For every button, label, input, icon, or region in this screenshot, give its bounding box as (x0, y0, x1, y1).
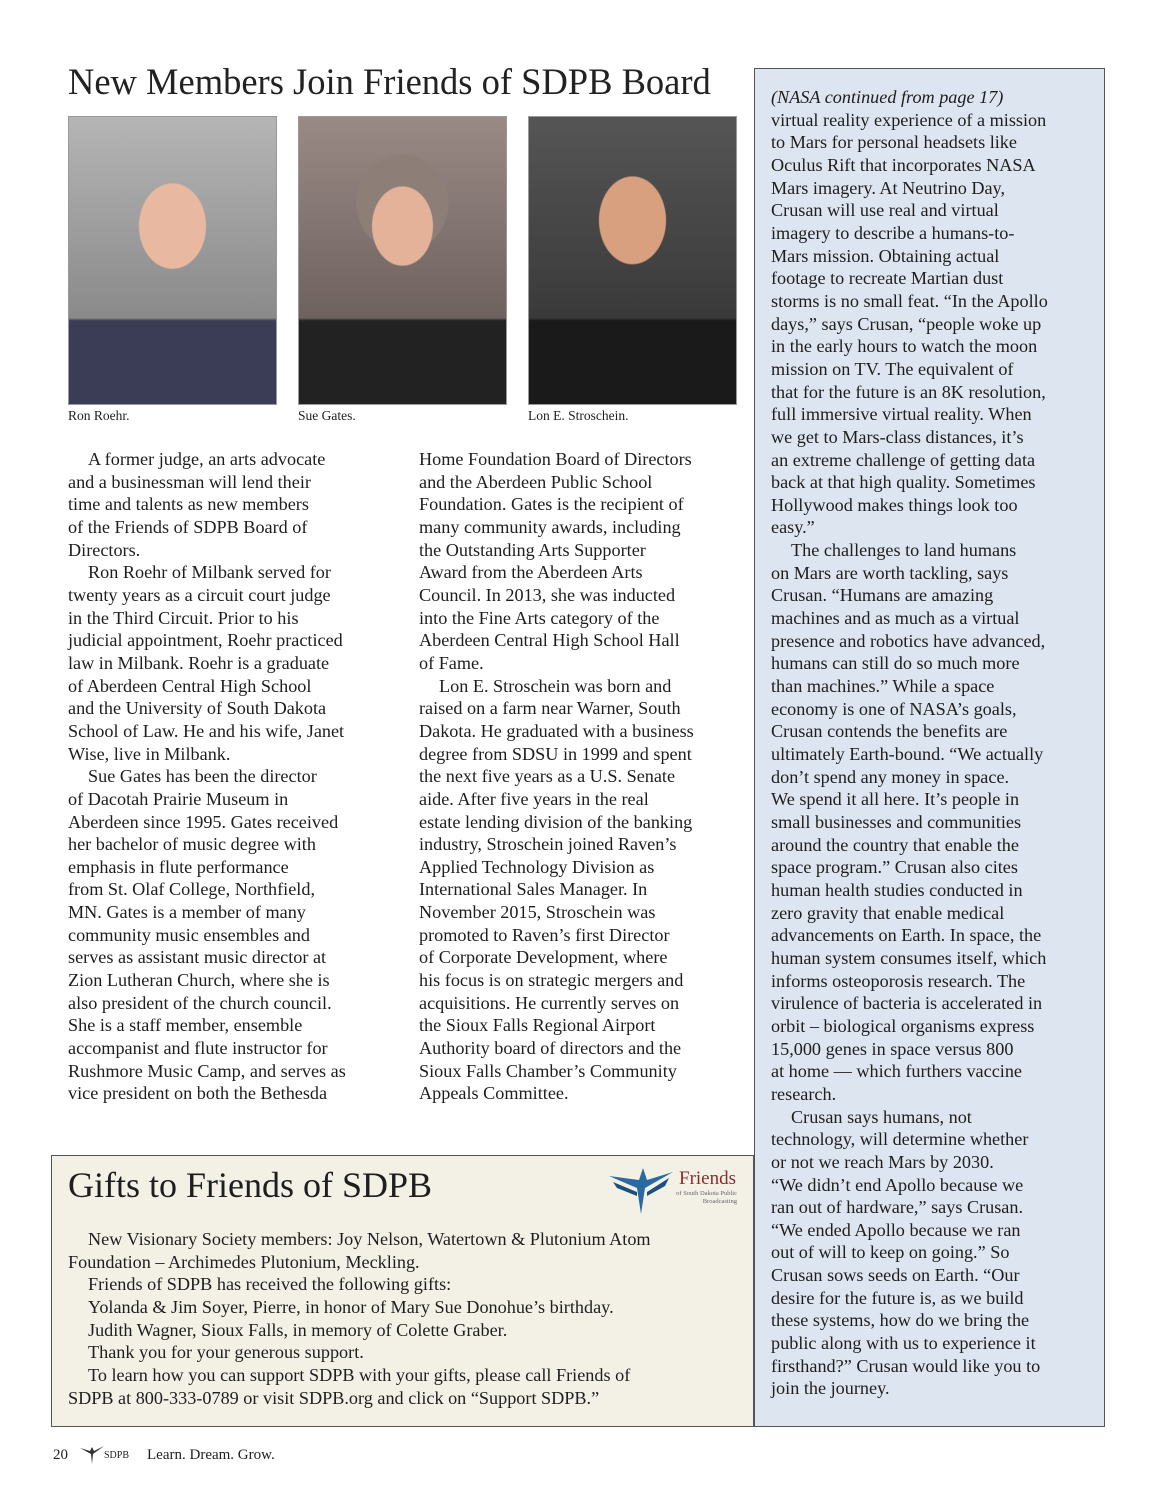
photo-caption: Sue Gates. (298, 408, 356, 423)
text-line: orbit – biological organisms express (771, 1015, 1035, 1036)
text-line: Friends of SDPB has received the following gifts: (88, 1274, 452, 1295)
text-line: aide. After five years in the real (419, 788, 649, 809)
text-line: Oculus Rift that incorporates NASA (771, 154, 1036, 175)
text-line: time and talents as new members (68, 494, 309, 515)
footer-tagline: Learn. Dream. Grow. (147, 1446, 275, 1463)
photo-sue-gates (298, 116, 507, 405)
text-line: (NASA continued from page 17) (771, 87, 1004, 107)
friends-logo (607, 1166, 742, 1214)
text-line: The challenges to land humans (791, 540, 1017, 561)
text-line: November 2015, Stroschein was (419, 902, 656, 923)
text-line: footage to recreate Martian dust (771, 268, 1004, 289)
text-line: Home Foundation Board of Directors (419, 449, 692, 469)
text-line: Crusan contends the benefits are (771, 721, 1008, 742)
photo-caption: Ron Roehr. (68, 408, 130, 423)
text-line: Aberdeen Central High School Hall (419, 630, 680, 651)
text-line: these systems, how do we bring the (771, 1310, 1030, 1331)
text-line: ultimately Earth-bound. “We actually (771, 744, 1044, 765)
text-line: Zion Lutheran Church, where she is (68, 970, 330, 991)
text-line: and the Aberdeen Public School (419, 471, 653, 492)
text-line: vice president on both the Bethesda (68, 1083, 328, 1104)
text-line: also president of the church council. (68, 992, 332, 1013)
text-line: raised on a farm near Warner, South (419, 698, 681, 719)
text-line: technology, will determine whether (771, 1129, 1029, 1150)
text-line: Crusan says humans, not (791, 1106, 972, 1127)
text-line: into the Fine Arts category of the (419, 607, 660, 628)
text-line: degree from SDSU in 1999 and spent (419, 743, 692, 764)
text-line: imagery to describe a humans-to- (771, 222, 1015, 243)
text-line: 15,000 genes in space versus 800 (771, 1038, 1014, 1059)
eagle-icon (607, 1166, 677, 1214)
text-line: and the University of South Dakota (68, 698, 327, 719)
text-line: at home — which furthers vaccine (771, 1061, 1022, 1082)
text-line: from St. Olaf College, Northfield, (68, 879, 315, 900)
left-column-text (68, 448, 388, 1105)
text-line: informs osteoporosis research. The (771, 970, 1026, 991)
text-line: her bachelor of music degree with (68, 834, 316, 855)
text-line: industry, Stroschein joined Raven’s (419, 834, 677, 855)
text-line: public along with us to experience it (771, 1333, 1036, 1354)
text-line: law in Milbank. Roehr is a graduate (68, 652, 330, 673)
text-line: the Outstanding Arts Supporter (419, 539, 646, 560)
text-line: or not we reach Mars by 2030. (771, 1151, 994, 1172)
nasa-sidebar (754, 68, 1105, 1427)
text-line: join the journey. (771, 1378, 890, 1399)
text-line: Wise, live in Milbank. (68, 743, 231, 764)
photo-lon-stroschein (528, 116, 737, 405)
text-line: Ron Roehr of Milbank served for (88, 562, 331, 583)
text-line: Mars mission. Obtaining actual (771, 245, 1000, 266)
text-line: of Aberdeen Central High School (68, 675, 312, 696)
text-line: Council. In 2013, she was inducted (419, 584, 676, 605)
middle-column-text (419, 448, 739, 1105)
text-line: storms is no small feat. “In the Apollo (771, 290, 1048, 311)
text-line: human health studies conducted in (771, 879, 1023, 900)
text-line: Dakota. He graduated with a business (419, 720, 694, 741)
text-line: advancements on Earth. In space, the (771, 925, 1042, 946)
text-line: economy is one of NASA’s goals, (771, 698, 1017, 719)
text-line: virulence of bacteria is accelerated in (771, 993, 1043, 1014)
text-line: his focus is on strategic mergers and (419, 970, 684, 991)
text-line: of Dacotah Prairie Museum in (68, 788, 289, 809)
text-line: Lon E. Stroschein was born and (439, 675, 672, 696)
text-line: “We didn’t end Apollo because we (771, 1174, 1024, 1195)
text-line: community music ensembles and (68, 924, 310, 945)
page-number: 20 (53, 1446, 68, 1463)
text-line: New Visionary Society members: Joy Nelson, Watertown & Plutonium Atom (88, 1229, 651, 1249)
text-line: to Mars for personal headsets like (771, 132, 1017, 153)
text-line: Rushmore Music Camp, and serves as (68, 1060, 346, 1081)
text-line: zero gravity that enable medical (771, 902, 1005, 923)
text-line: She is a staff member, ensemble (68, 1015, 303, 1036)
text-line: accompanist and flute instructor for (68, 1038, 328, 1059)
text-line: days,” says Crusan, “people woke up (771, 313, 1042, 334)
sdpb-eagle-icon (80, 1446, 104, 1464)
gifts-box (51, 1155, 754, 1427)
text-line: out of will to keep on going.” So (771, 1242, 1010, 1263)
photo-caption: Lon E. Stroschein. (528, 408, 629, 423)
gifts-title: Gifts to Friends of SDPB (68, 1165, 433, 1205)
text-line: in the early hours to watch the moon (771, 336, 1038, 357)
text-line: serves as assistant music director at (68, 947, 327, 968)
text-line: Directors. (68, 539, 141, 560)
page-footer (53, 1446, 275, 1464)
text-line: We spend it all here. It’s people in (771, 789, 1020, 810)
text-line: of Fame. (419, 652, 484, 673)
text-line: space program.” Crusan also cites (771, 857, 1018, 878)
text-line: Judith Wagner, Sioux Falls, in memory of Colette Graber. (88, 1319, 508, 1340)
text-line: many community awards, including (419, 516, 681, 537)
text-line: of the Friends of SDPB Board of (68, 516, 308, 537)
text-line: and a businessman will lend their (68, 471, 311, 492)
text-line: full immersive virtual reality. When (771, 404, 1032, 425)
text-line: Foundation – Archimedes Plutonium, Meckling. (68, 1251, 420, 1272)
text-line: MN. Gates is a member of many (68, 902, 306, 923)
text-line: Aberdeen since 1995. Gates received (68, 811, 339, 832)
text-line: we get to Mars-class distances, it’s (771, 426, 1024, 447)
photo-ron-roehr (68, 116, 277, 405)
text-line: emphasis in flute performance (68, 856, 289, 877)
text-line: don’t spend any money in space. (771, 766, 1010, 787)
text-line: Hollywood makes things look too (771, 494, 1018, 515)
text-line: acquisitions. He currently serves on (419, 992, 680, 1013)
text-line: the next five years as a U.S. Senate (419, 766, 676, 787)
text-line: Foundation. Gates is the recipient of (419, 494, 684, 515)
text-line: that for the future is an 8K resolution, (771, 381, 1046, 402)
text-line: Sioux Falls Chamber’s Community (419, 1060, 677, 1081)
text-line: mission on TV. The equivalent of (771, 358, 1014, 379)
text-line: A former judge, an arts advocate (88, 449, 326, 469)
text-line: presence and robotics have advanced, (771, 630, 1046, 651)
text-line: of Corporate Development, where (419, 947, 668, 968)
text-line: ran out of hardware,” says Crusan. (771, 1197, 1024, 1218)
text-line: To learn how you can support SDPB with your gifts, please call Friends of (88, 1364, 631, 1385)
text-line: Appeals Committee. (419, 1083, 569, 1104)
text-line: Applied Technology Division as (419, 856, 655, 877)
text-line: Award from the Aberdeen Arts (419, 562, 643, 583)
text-line: small businesses and communities (771, 812, 1022, 832)
text-line: easy.” (771, 517, 815, 538)
text-line: on Mars are worth tackling, says (771, 562, 1009, 583)
text-line: research. (771, 1083, 837, 1104)
text-line: around the country that enable the (771, 834, 1019, 855)
text-line: Mars imagery. At Neutrino Day, (771, 177, 1006, 198)
text-line: machines and as much as a virtual (771, 608, 1020, 629)
text-line: School of Law. He and his wife, Janet (68, 720, 345, 741)
text-line: twenty years as a circuit court judge (68, 584, 331, 605)
gifts-text (68, 1228, 748, 1409)
text-line: International Sales Manager. In (419, 879, 648, 900)
logo-subtext: of South Dakota Public Broadcasting (676, 1190, 737, 1205)
text-line: back at that high quality. Sometimes (771, 472, 1036, 493)
text-line: than machines.” While a space (771, 676, 995, 697)
logo-friends-text: Friends (679, 1168, 736, 1189)
sidebar-text (771, 86, 1101, 1400)
text-line: humans can still do so much more (771, 653, 1020, 674)
text-line: human system consumes itself, which (771, 947, 1047, 968)
text-line: the Sioux Falls Regional Airport (419, 1015, 656, 1036)
text-line: virtual reality experience of a mission (771, 109, 1047, 130)
text-line: Crusan. “Humans are amazing (771, 585, 994, 606)
text-line: Sue Gates has been the director (88, 766, 317, 787)
text-line: Yolanda & Jim Soyer, Pierre, in honor of Mary Sue Donohue’s birthday. (88, 1296, 614, 1317)
text-line: in the Third Circuit. Prior to his (68, 607, 299, 628)
footer-brand: SDPB (104, 1449, 130, 1461)
text-line: “We ended Apollo because we ran (771, 1219, 1021, 1240)
text-line: judicial appointment, Roehr practiced (68, 630, 343, 651)
text-line: desire for the future is, as we build (771, 1287, 1024, 1308)
text-line: an extreme challenge of getting data (771, 449, 1036, 470)
text-line: Crusan will use real and virtual (771, 200, 999, 221)
text-line: SDPB at 800-333-0789 or visit SDPB.org and click on “Support SDPB.” (68, 1387, 600, 1408)
text-line: promoted to Raven’s first Director (419, 924, 670, 945)
text-line: Authority board of directors and the (419, 1038, 682, 1059)
text-line: Thank you for your generous support. (88, 1342, 364, 1363)
text-line: Crusan sows seeds on Earth. “Our (771, 1265, 1020, 1286)
text-line: firsthand?” Crusan would like you to (771, 1355, 1041, 1376)
text-line: estate lending division of the banking (419, 811, 693, 832)
article-title: New Members Join Friends of SDPB Board (68, 61, 711, 102)
